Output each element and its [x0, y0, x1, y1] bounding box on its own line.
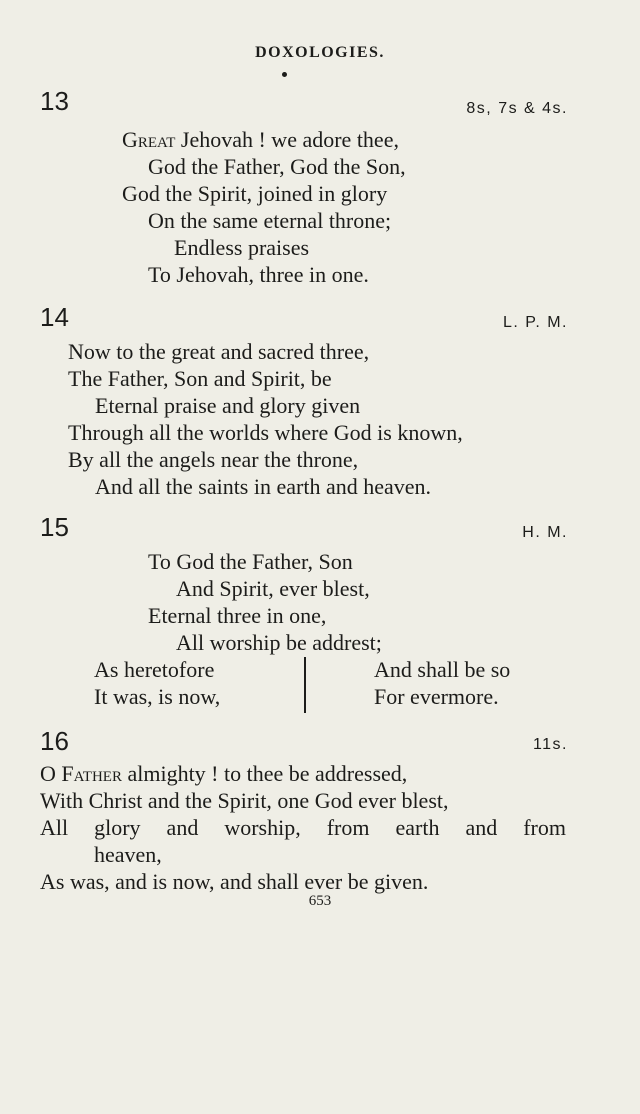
verse-line: As was, and is now, and shall ever be given.	[40, 869, 429, 894]
hymn-number: 16	[40, 726, 69, 756]
verse-line: God the Spirit, joined in glory	[122, 181, 388, 206]
page-number: 653	[308, 893, 332, 909]
column-divider	[304, 657, 306, 713]
page-header: DOXOLOGIES.	[255, 44, 385, 61]
verse-line-rest: almighty ! to thee be addressed,	[121, 761, 408, 786]
ornament-dot	[282, 72, 287, 77]
right-column-line: And shall be so	[374, 657, 511, 682]
verse-line: And all the saints in earth and heaven.	[95, 474, 432, 499]
first-words-smallcaps: O Father	[40, 761, 122, 786]
verse-line: Through all the worlds where God is known,	[68, 420, 463, 445]
first-word-smallcaps: Great	[122, 127, 176, 152]
verse-line	[122, 126, 399, 153]
hymn-number: 14	[40, 302, 69, 332]
hymn-meter: H. M.	[522, 524, 568, 541]
hymn-number: 13	[40, 86, 69, 116]
verse-line: Eternal praise and glory given	[95, 393, 361, 418]
hymn-meter: 11s.	[532, 736, 568, 753]
verse-line: Eternal three in one,	[148, 603, 327, 628]
verse-line: By all the angels near the throne,	[68, 447, 359, 472]
verse-line: Now to the great and sacred three,	[68, 339, 370, 364]
hymn-meter: 8s, 7s & 4s.	[466, 100, 568, 117]
verse-line: To Jehovah, three in one.	[148, 262, 369, 287]
verse-line: On the same eternal throne;	[148, 208, 392, 233]
verse-line	[40, 760, 407, 787]
left-column-line: As heretofore	[94, 657, 215, 682]
verse-line-continuation: heaven,	[94, 842, 162, 867]
verse-line: All glory and worship, from earth and from	[40, 815, 566, 840]
right-column-line: For evermore.	[374, 684, 499, 709]
verse-line: Endless praises	[174, 235, 310, 260]
verse-line: And Spirit, ever blest,	[176, 576, 370, 601]
left-column-line: It was, is now,	[94, 684, 221, 709]
verse-line: To God the Father, Son	[148, 549, 353, 574]
verse-line: The Father, Son and Spirit, be	[68, 366, 332, 391]
hymn-number: 15	[40, 512, 69, 542]
verse-line-rest: Jehovah ! we adore thee,	[175, 127, 399, 152]
hymn-meter: L. P. M.	[502, 314, 568, 331]
verse-line: With Christ and the Spirit, one God ever blest,	[40, 788, 449, 813]
verse-line: All worship be addrest;	[176, 630, 382, 655]
verse-line: God the Father, God the Son,	[148, 154, 406, 179]
